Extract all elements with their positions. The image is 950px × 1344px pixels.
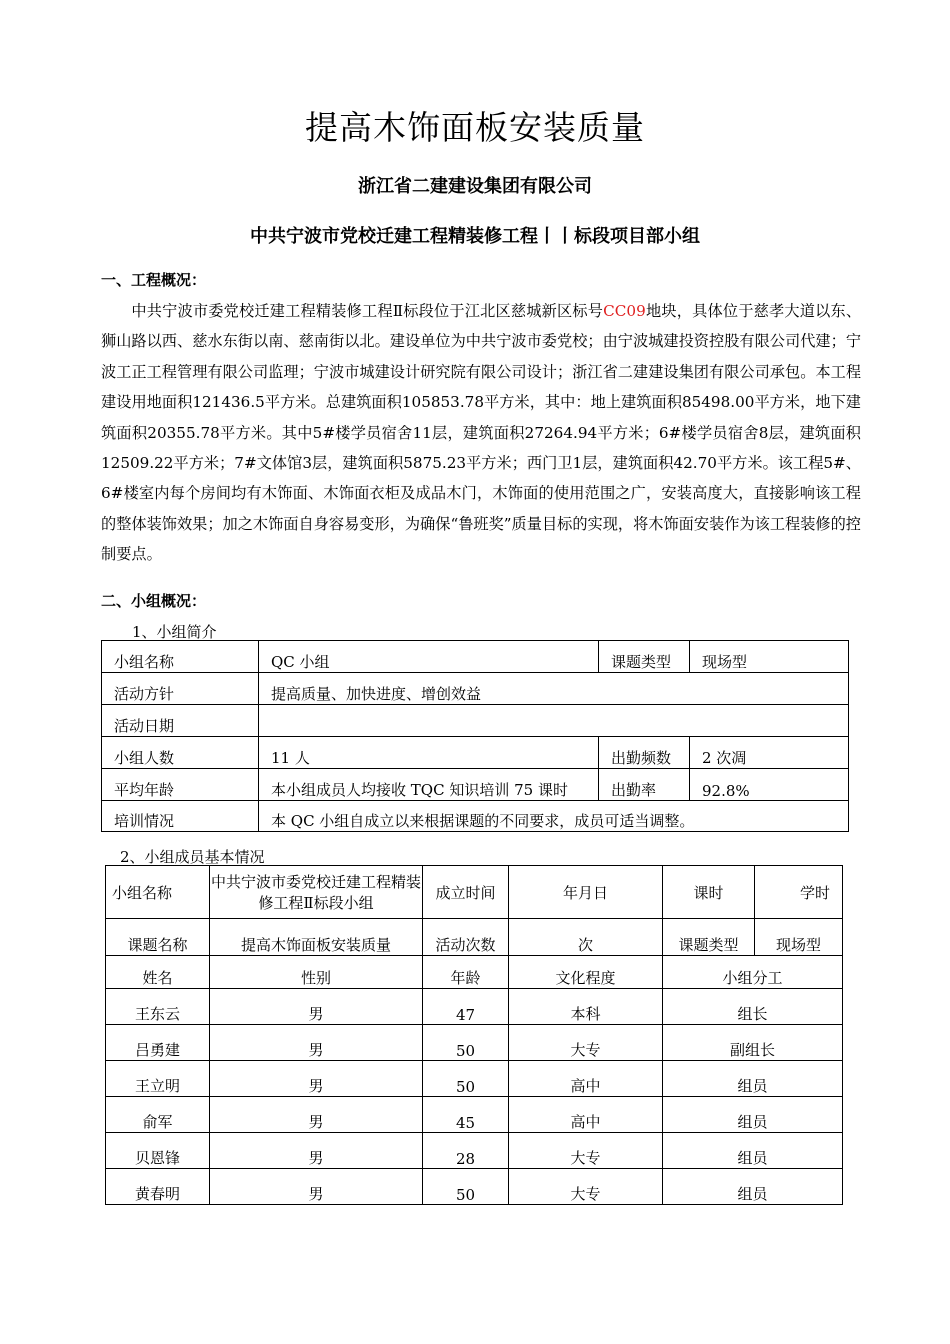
cell-age-label: 平均年龄 xyxy=(102,769,259,801)
cell-topic-type: 现场型 xyxy=(690,641,849,673)
section-heading-overview: 一、工程概况： xyxy=(101,271,207,289)
cell-count: 11 人 xyxy=(259,737,599,769)
header-education: 文化程度 xyxy=(509,956,663,989)
header-age: 年龄 xyxy=(423,956,509,989)
cell-rate-label: 出勤率 xyxy=(599,769,690,801)
member-role: 组员 xyxy=(663,1169,843,1205)
member-education: 高中 xyxy=(509,1097,663,1133)
overview-highlight: CC09 xyxy=(603,302,646,320)
member-name: 王东云 xyxy=(106,989,210,1025)
member-age: 50 xyxy=(423,1025,509,1061)
member-role: 组员 xyxy=(663,1097,843,1133)
member-education: 大专 xyxy=(509,1133,663,1169)
table-row xyxy=(106,1169,843,1205)
cell-t2-activities: 次 xyxy=(509,919,663,956)
member-education: 本科 xyxy=(509,989,663,1025)
cell-group-name-label: 小组名称 xyxy=(102,641,259,673)
member-gender: 男 xyxy=(210,1169,423,1205)
group-profile-table xyxy=(101,640,849,832)
cell-policy: 提高质量、加快进度、增创效益 xyxy=(259,673,849,705)
member-education: 大专 xyxy=(509,1169,663,1205)
cell-t2-group-name: 中共宁波市委党校迁建工程精装修工程Ⅱ标段小组 xyxy=(210,866,423,919)
cell-t2-topic-label: 课题名称 xyxy=(106,919,210,956)
member-role: 副组长 xyxy=(663,1025,843,1061)
header-name: 姓名 xyxy=(106,956,210,989)
overview-text-1: 中共宁波市委党校迁建工程精装修工程Ⅱ标段位于江北区慈城新区标号 xyxy=(131,302,604,320)
overview-text-2: 地块，具体位于慈孝大道以东、狮山路以西、慈水东街以南、慈南街以北。建设单位为中共宁波市委党校；由宁波城建投资控股有限公司代建；宁波工正工程管理有限公司监理；宁波市城建设计研究院有限公司设计；浙江省二建建设集团有限公司承包。本工程建设用地面积121436.5平方米。总建筑面积105853.78平方米，其中：地上建筑面积85498.00平方米，地下建筑面积20355.78平方米。其中5#楼学员宿舍11层，建筑面积27264.94平方米；6#楼学员宿舍8层，建筑面积12509.22平方米；7#文体馆3层，建筑面积5875.23平方米；西门卫1层，建筑面积42.70平方米。该工程5#、6#楼室内每个房间均有木饰面、木饰面衣柜及成品木门，木饰面的使用范围之广，安装高度大，直接影响该工程的整体装饰效果；加之木饰面自身容易变形，为确保“鲁班奖”质量目标的实现，将木饰面安装作为该工程装修的控制要点。 xyxy=(101,302,862,564)
member-gender: 男 xyxy=(210,989,423,1025)
member-age: 45 xyxy=(423,1097,509,1133)
table1-caption: 1、小组简介 xyxy=(132,623,217,641)
table-row xyxy=(106,1025,843,1061)
cell-training-label: 培训情况 xyxy=(102,801,259,832)
member-gender: 男 xyxy=(210,1133,423,1169)
member-education: 大专 xyxy=(509,1025,663,1061)
cell-t2-hours-label: 课时 xyxy=(663,866,755,919)
member-gender: 男 xyxy=(210,1061,423,1097)
cell-count-label: 小组人数 xyxy=(102,737,259,769)
cell-t2-founded: 年月日 xyxy=(509,866,663,919)
cell-t2-hours: 学时 xyxy=(755,866,843,919)
table-row xyxy=(106,989,843,1025)
member-name: 贝恩锋 xyxy=(106,1133,210,1169)
cell-t2-founded-label: 成立时间 xyxy=(423,866,509,919)
member-name: 俞军 xyxy=(106,1097,210,1133)
table-row xyxy=(106,1133,843,1169)
table2-caption: 2、小组成员基本情况 xyxy=(120,848,265,866)
member-name: 王立明 xyxy=(106,1061,210,1097)
member-education: 高中 xyxy=(509,1061,663,1097)
cell-t2-topic: 提高木饰面板安装质量 xyxy=(210,919,423,956)
cell-training: 本 QC 小组自成立以来根据课题的不同要求，成员可适当调整。 xyxy=(259,801,849,832)
member-name: 吕勇建 xyxy=(106,1025,210,1061)
member-role: 组员 xyxy=(663,1061,843,1097)
member-gender: 男 xyxy=(210,1025,423,1061)
cell-group-name: QC 小组 xyxy=(259,641,599,673)
table-row xyxy=(106,1061,843,1097)
cell-t2-activities-label: 活动次数 xyxy=(423,919,509,956)
company-name: 浙江省二建建设集团有限公司 xyxy=(358,176,592,197)
member-age: 28 xyxy=(423,1133,509,1169)
cell-freq-label: 出勤频数 xyxy=(599,737,690,769)
cell-t2-group-name-label: 小组名称 xyxy=(106,866,210,919)
member-age: 50 xyxy=(423,1061,509,1097)
project-overview-paragraph xyxy=(101,296,861,570)
cell-rate: 92.8% xyxy=(690,769,849,801)
cell-t2-topic-type: 现场型 xyxy=(755,919,843,956)
member-name: 黄春明 xyxy=(106,1169,210,1205)
cell-freq: 2 次凋 xyxy=(690,737,849,769)
cell-date-label: 活动日期 xyxy=(102,705,259,737)
member-gender: 男 xyxy=(210,1097,423,1133)
member-age: 50 xyxy=(423,1169,509,1205)
member-role: 组长 xyxy=(663,989,843,1025)
section-heading-group: 二、小组概况： xyxy=(101,592,207,610)
cell-date xyxy=(259,705,849,737)
member-info-table xyxy=(105,865,843,1205)
cell-topic-type-label: 课题类型 xyxy=(599,641,690,673)
table-row xyxy=(106,1097,843,1133)
cell-age: 本小组成员人均接收 TQC 知识培训 75 课时 xyxy=(259,769,599,801)
header-role: 小组分工 xyxy=(663,956,843,989)
cell-t2-topic-type-label: 课题类型 xyxy=(663,919,755,956)
cell-policy-label: 活动方针 xyxy=(102,673,259,705)
header-gender: 性别 xyxy=(210,956,423,989)
team-name: 中共宁波市党校迁建工程精装修工程丨丨标段项目部小组 xyxy=(250,226,700,247)
member-role: 组员 xyxy=(663,1133,843,1169)
member-age: 47 xyxy=(423,989,509,1025)
document-title: 提高木饰面板安装质量 xyxy=(305,108,645,147)
